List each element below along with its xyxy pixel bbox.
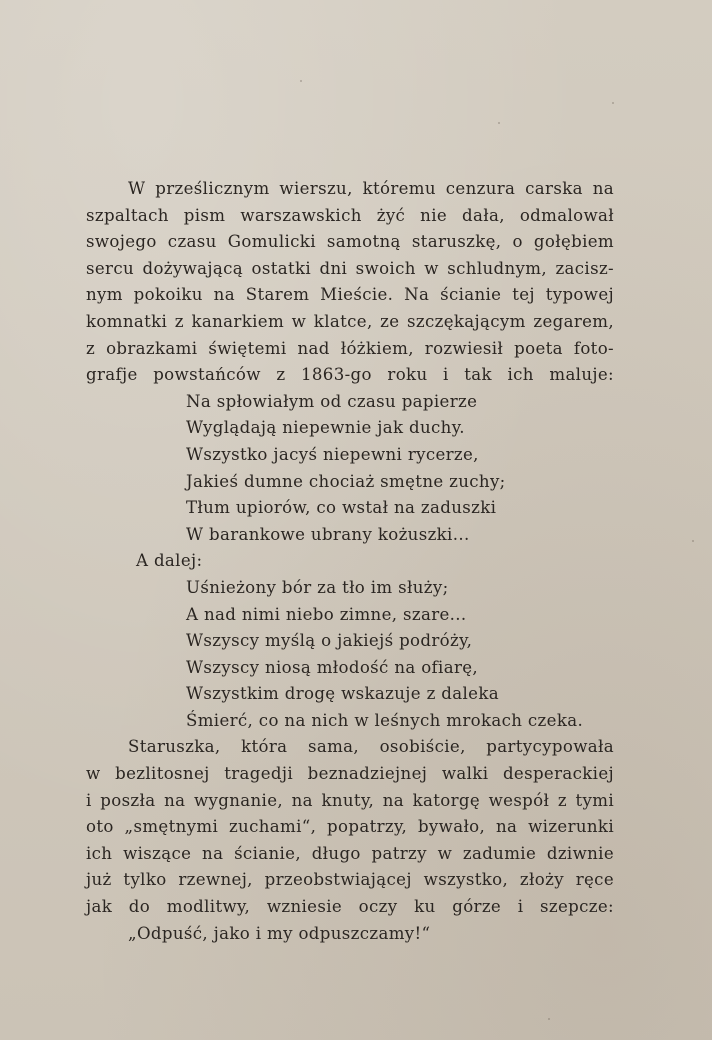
paragraph-2-line: i poszła na wygnanie, na knuty, na katorgę wespół z tymi <box>86 790 614 810</box>
a-dalej-line: A dalej: <box>136 551 203 571</box>
verse-line: Wszyscy niosą młodość na ofiarę, <box>186 657 479 677</box>
verse-stanza-1 <box>86 389 614 549</box>
paragraph-2-line: oto „smętnymi zuchami“, popatrzy, bywało, na wizerunki <box>86 817 614 837</box>
verse-line: Jakieś dumne chociaż smętne zuchy; <box>186 471 506 491</box>
paper-speck <box>548 1018 550 1020</box>
paragraph-2-line: już tylko rzewnej, przeobstwiającej wszystko, złoży ręce <box>86 870 614 890</box>
paragraph-1-line: sercu dożywającą ostatki dni swoich w schludnym, zacisz- <box>86 258 614 278</box>
paper-speck <box>692 540 694 542</box>
page-text <box>86 176 614 947</box>
verse-line: A nad nimi niebo zimne, szare... <box>186 604 467 624</box>
paragraph-2-line: ich wiszące na ścianie, długo patrzy w zadumie dziwnie <box>86 843 614 863</box>
verse-line: Śmierć, co na nich w leśnych mrokach czeka. <box>186 710 584 730</box>
paragraph-1-line: nym pokoiku na Starem Mieście. Na ścianie tej typowej <box>86 285 614 305</box>
verse-stanza-2 <box>86 575 614 735</box>
paragraph-2-line: jak do modlitwy, wzniesie oczy ku górze i szepcze: <box>86 897 614 917</box>
paragraph-1-line: swojego czasu Gomulicki samotną staruszkę, o gołębiem <box>86 232 614 252</box>
paragraph-1-line: grafje powstańców z 1863-go roku i tak ich maluje: <box>86 365 614 385</box>
paragraph-1-line: komnatki z kanarkiem w klatce, ze szczękającym zegarem, <box>86 311 614 331</box>
paragraph-1 <box>86 176 614 389</box>
verse-line: W barankowe ubrany kożuszki... <box>186 524 470 544</box>
paragraph-1-line: szpaltach pism warszawskich żyć nie dała, odmalował <box>86 205 614 225</box>
paragraph-2-line: Staruszka, która sama, osobiście, partycypowała <box>128 737 614 757</box>
verse-line: Uśnieżony bór za tło im służy; <box>186 577 449 597</box>
verse-line: Wszyscy myślą o jakiejś podróży, <box>186 631 473 651</box>
paragraph-2 <box>86 734 614 920</box>
paper-speck <box>612 102 614 104</box>
verse-line: Wszystkim drogę wskazuje z daleka <box>186 684 500 704</box>
verse-line: Na spłowiałym od czasu papierze <box>186 391 478 411</box>
paper-speck <box>498 122 500 124</box>
verse-line: Wyglądają niepewnie jak duchy. <box>186 418 465 438</box>
paper-speck <box>300 80 302 82</box>
closing-quote: „Odpuść, jako i my odpuszczamy!“ <box>128 923 431 943</box>
paragraph-1-line: z obrazkami świętemi nad łóżkiem, rozwiesił poeta foto- <box>86 338 614 358</box>
paragraph-1-line: W prześlicznym wierszu, któremu cenzura carska na <box>128 179 614 198</box>
verse-line: Tłum upiorów, co wstał na zaduszki <box>186 498 497 518</box>
paragraph-2-line: w bezlitosnej tragedji beznadziejnej walki desperackiej <box>86 764 614 784</box>
verse-line: Wszystko jacyś niepewni rycerze, <box>186 444 479 464</box>
